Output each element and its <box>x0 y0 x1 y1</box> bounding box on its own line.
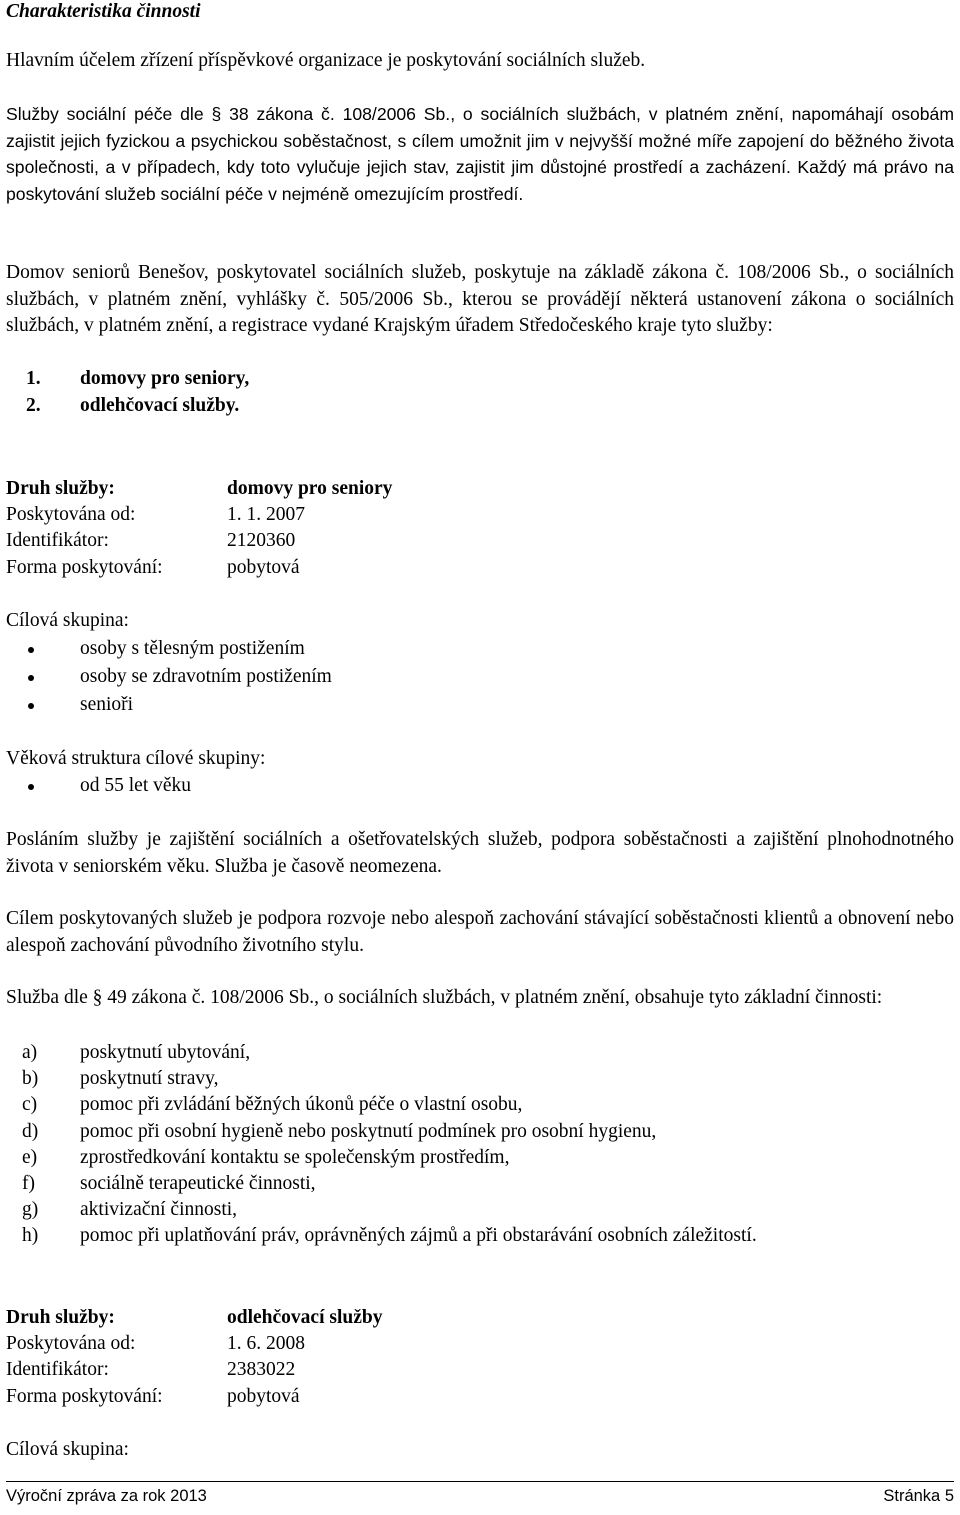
bullet-icon <box>28 784 34 790</box>
list-item: c) pomoc při zvládání běžných úkonů péče o vlastní osobu, <box>22 1094 523 1116</box>
bullet-icon <box>28 647 34 653</box>
paragraph-provider: Domov seniorů Benešov, poskytovatel sociálních služeb, poskytuje na základě zákona č. 108/2006 Sb., o sociálních službách, v platném znění, vyhlášky č. 505/2006 Sb., kterou se provádějí některá ustanovení zákona o sociálních službách, v platném znění, a registrace vydané Krajským úřadem Středočeského kraje tyto služby: <box>6 262 954 336</box>
service1-type-row <box>6 476 946 503</box>
service2-since-value: 1. 6. 2008 <box>227 1333 305 1354</box>
service1-id-row: Identifikátor: 2120360 <box>6 528 946 555</box>
list-item: senioři <box>28 692 332 720</box>
service1-activities-intro: Služba dle § 49 zákona č. 108/2006 Sb., o sociálních službách, v platném znění, obsahuje tyto základní činnosti: <box>6 987 883 1008</box>
document-page <box>6 0 954 1515</box>
list-item: h) pomoc při uplatňování práv, oprávněných zájmů a při obstarávání osobních záležitostí. <box>22 1225 757 1247</box>
service2-form-value: pobytová <box>227 1386 300 1407</box>
service1-form-value: pobytová <box>227 557 300 578</box>
service1-id-value: 2120360 <box>227 530 296 551</box>
service1-since-row: Poskytována od: 1. 1. 2007 <box>6 502 946 529</box>
service1-since-value: 1. 1. 2007 <box>227 504 305 525</box>
list-item: 2. odlehčovací služby. <box>26 394 240 416</box>
service1-goal: Cílem poskytovaných služeb je podpora rozvoje nebo alespoň zachování stávající soběstačnosti klientů a obnovení nebo alespoň zachování původního životního stylu. <box>6 908 954 956</box>
page-footer <box>6 1481 954 1506</box>
list-item: b) poskytnutí stravy, <box>22 1068 219 1090</box>
service1-type-label: Druh služby: <box>6 478 115 499</box>
service2-target-label: Cílová skupina: <box>6 1439 129 1460</box>
service1-age-label: Věková struktura cílové skupiny: <box>6 748 266 769</box>
section-heading: Charakteristika činnosti <box>6 1 201 22</box>
service2-form-row: Forma poskytování: pobytová <box>6 1384 946 1411</box>
service1-type-value: domovy pro seniory <box>227 478 393 499</box>
list-item: e) zprostředkování kontaktu se společenským prostředím, <box>22 1146 510 1168</box>
service2-id-row: Identifikátor: 2383022 <box>6 1357 946 1384</box>
service2-since-row: Poskytována od: 1. 6. 2008 <box>6 1331 946 1358</box>
list-item: od 55 let věku <box>28 773 191 801</box>
service1-activities-list <box>22 1040 757 1250</box>
list-item: g) aktivizační činnosti, <box>22 1199 238 1221</box>
footer-page-number: Stránka 5 <box>883 1487 954 1505</box>
service2-id-value: 2383022 <box>227 1359 296 1380</box>
list-item: d) pomoc při osobní hygieně nebo poskytnutí podmínek pro osobní hygienu, <box>22 1120 657 1142</box>
service1-target-list <box>28 636 332 720</box>
bullet-icon <box>28 703 34 709</box>
service2-type-label: Druh služby: <box>6 1307 115 1328</box>
service2-type-value: odlehčovací služby <box>227 1307 383 1328</box>
list-item: 1. domovy pro seniory, <box>26 368 250 389</box>
list-item: a) poskytnutí ubytování, <box>22 1042 251 1063</box>
list-item: osoby s tělesným postižením <box>28 636 332 664</box>
list-item: f) sociálně terapeutické činnosti, <box>22 1172 316 1194</box>
list-item: osoby se zdravotním postižením <box>28 664 332 692</box>
service2-type-row <box>6 1305 946 1332</box>
service1-age-list <box>28 773 191 801</box>
paragraph-social-care: Služby sociální péče dle § 38 zákona č. 108/2006 Sb., o sociálních službách, v platném znění, napomáhají osobám zajistit jejich fyzickou a psychickou soběstačnost, s cílem umožnit jim v nejvyšší možné míře zapojení do běžného života společnosti, a v případech, kdy toto vylučuje jejich stav, zajistit jim důstojné prostředí a zacházení. Každý má právo na poskytování služeb sociální péče v nejméně omezujícím prostředí. <box>6 104 954 204</box>
services-list <box>26 366 249 419</box>
service1-target-label: Cílová skupina: <box>6 610 129 631</box>
paragraph-purpose: Hlavním účelem zřízení příspěvkové organizace je poskytování sociálních služeb. <box>6 50 646 71</box>
service1-form-row: Forma poskytování: pobytová <box>6 555 946 582</box>
bullet-icon <box>28 675 34 681</box>
service1-mission: Posláním služby je zajištění sociálních a ošetřovatelských služeb, podpora soběstačnosti a zajištění plnohodnotného života v seniorském věku. Služba je časově neomezena. <box>6 829 954 877</box>
footer-report-title: Výroční zpráva za rok 2013 <box>6 1487 207 1505</box>
